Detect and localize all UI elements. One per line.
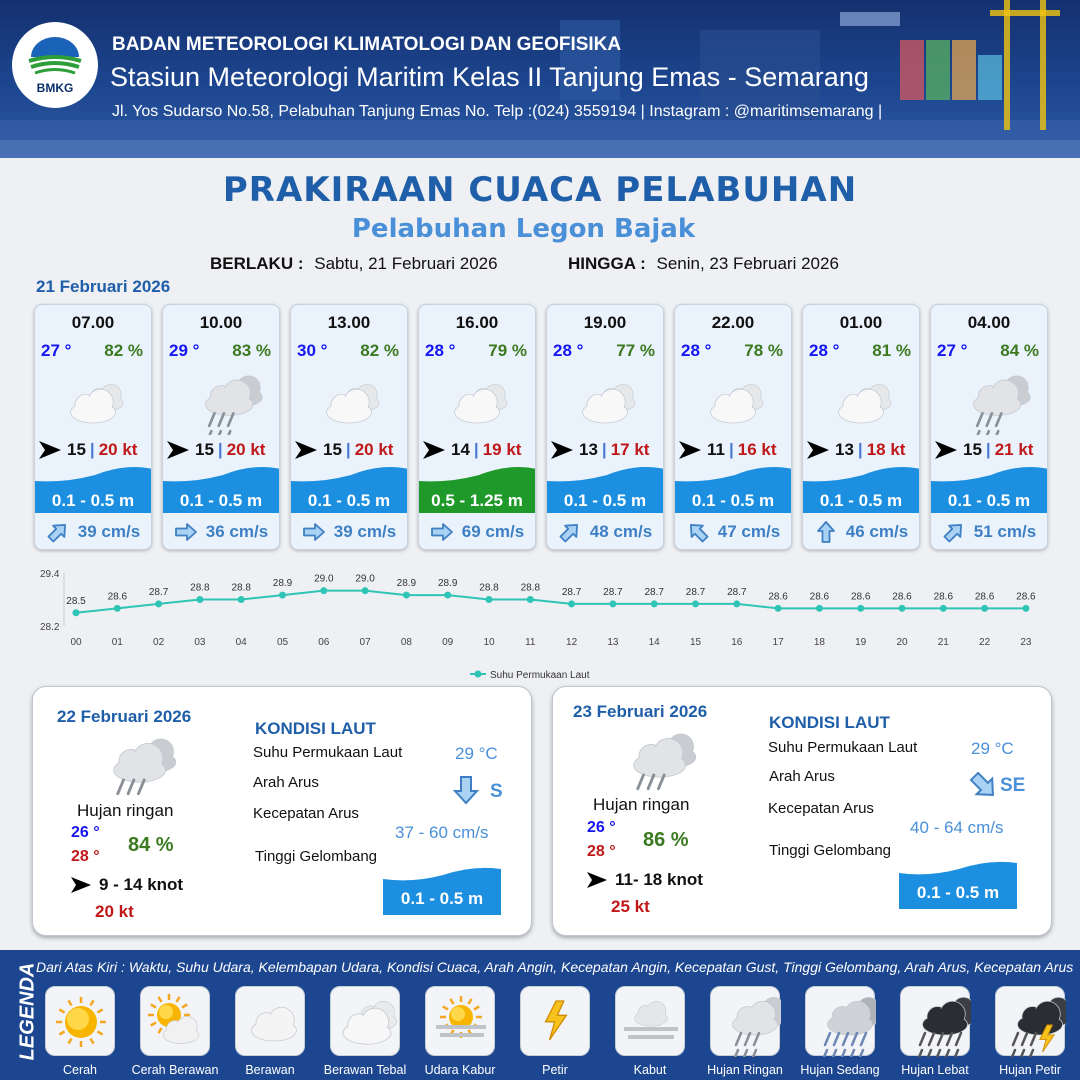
day2-dir: S: [490, 781, 503, 802]
wind-arrow-icon: [167, 441, 189, 459]
current-info: [163, 515, 279, 549]
air-temperature: 28 °: [425, 341, 456, 360]
day2-panel: [32, 686, 532, 936]
wind-info: [423, 437, 533, 463]
data-label: 28.9: [396, 578, 417, 590]
logo-text: BMKG: [36, 81, 74, 95]
wind-arrow-icon: [551, 441, 573, 459]
data-point: [857, 605, 864, 612]
legend-marker: [475, 671, 482, 678]
humidity: 77 %: [616, 341, 655, 360]
valid-to: [568, 254, 839, 274]
data-point: [444, 592, 451, 599]
day2-speed-label: Kecepatan Arus: [253, 805, 359, 822]
x-tick-label: 05: [276, 637, 289, 648]
air-temperature: 30 °: [297, 341, 328, 360]
valid-to-value: Senin, 23 Februari 2026: [656, 254, 839, 273]
wave-height: 0.1 - 0.5 m: [947, 491, 1031, 510]
legend-label: Berawan Tebal: [323, 1063, 407, 1077]
x-tick-label: 20: [896, 637, 908, 648]
berawan-icon: [236, 987, 306, 1057]
wind-info: [167, 437, 277, 463]
forecast-time: 04.00: [967, 313, 1011, 332]
y-tick-label: 28.2: [40, 622, 60, 633]
current-speed: 51 cm/s: [973, 522, 1037, 541]
x-tick-label: 16: [731, 637, 743, 648]
series-line: [76, 591, 1026, 613]
data-label: 28.7: [644, 586, 664, 598]
current-info: [803, 515, 919, 549]
x-tick-label: 23: [1020, 637, 1032, 648]
x-tick-label: 09: [442, 637, 454, 648]
day3-gust: 25 kt: [611, 897, 650, 916]
wind-separator: |: [857, 440, 863, 459]
cerah-icon: [46, 987, 116, 1057]
day2-humidity: 84 %: [128, 834, 174, 856]
day3-sst: 29 °C: [971, 739, 1014, 758]
wind-separator: |: [601, 440, 607, 459]
x-tick-label: 10: [483, 637, 495, 648]
day2-kondisi-title: KONDISI LAUT: [255, 719, 376, 738]
current-speed: 39 cm/s: [333, 522, 397, 541]
wave-height-block: [35, 463, 151, 513]
wind-separator: |: [217, 440, 223, 459]
gust-speed: 20 kt: [226, 440, 266, 459]
legend-label: Cerah: [62, 1063, 98, 1077]
data-point: [196, 596, 203, 603]
data-point: [403, 592, 410, 599]
legend-description: Dari Atas Kiri : Waktu, Suhu Udara, Kelembapan Udara, Kondisi Cuaca, Arah Angin, Kecepatan Angin, Kecepatan Gust, Tinggi Gelombang, Arah Arus, Kecepatan Arus: [36, 959, 1074, 975]
current-direction-icon: [814, 520, 838, 544]
day3-dir: SE: [1000, 775, 1026, 796]
legend-item: [330, 986, 400, 1056]
day2-speed: 37 - 60 cm/s: [395, 823, 489, 842]
air-temperature: 27 °: [41, 341, 72, 360]
station-name: Stasiun Meteorologi Maritim Kelas II Tanjung Emas - Semarang: [110, 62, 869, 92]
data-label: 28.7: [685, 586, 706, 598]
wind-info: [935, 437, 1045, 463]
data-label: 28.6: [768, 591, 788, 603]
legend-label: Cerah Berawan: [131, 1063, 219, 1077]
day3-weather: Hujan ringan: [593, 795, 690, 814]
wind-separator: |: [345, 440, 351, 459]
berawan-tebal-icon: [433, 367, 523, 435]
data-point: [568, 600, 575, 607]
forecast-time: 13.00: [327, 313, 371, 332]
header-banner: [0, 0, 1080, 158]
data-label: 28.8: [520, 582, 541, 594]
berawan-tebal-icon: [331, 987, 401, 1057]
x-tick-label: 22: [979, 637, 991, 648]
valid-from: [210, 254, 498, 274]
data-label: 28.7: [561, 586, 582, 598]
day2-weather: Hujan ringan: [77, 801, 174, 820]
forecast-card: [546, 304, 664, 550]
day2-temp-min: 26 °: [71, 824, 100, 841]
legend-label: Suhu Permukaan Laut: [490, 670, 590, 681]
gust-speed: 16 kt: [737, 440, 777, 459]
x-tick-label: 11: [525, 637, 536, 648]
wave-height-block: [803, 463, 919, 513]
current-info: [35, 515, 151, 549]
day3-humidity: 86 %: [643, 829, 689, 851]
wave-height-block: [419, 463, 535, 513]
day1-date: 21 Februari 2026: [36, 277, 171, 296]
forecast-card: [674, 304, 792, 550]
data-label: 28.6: [850, 591, 871, 603]
wave-height: 0.1 - 0.5 m: [819, 491, 903, 510]
wind-info: [679, 437, 789, 463]
wind-info: [39, 437, 149, 463]
legend-title: LEGENDA: [16, 962, 39, 1061]
wave-height-block: [163, 463, 279, 513]
air-temperature: 28 °: [681, 341, 712, 360]
day2-dir-label: Arah Arus: [253, 774, 319, 791]
forecast-card: [162, 304, 280, 550]
gust-speed: 20 kt: [354, 440, 394, 459]
day3-panel: [552, 686, 1052, 936]
current-speed: 48 cm/s: [589, 522, 653, 541]
wave-height: 0.1 - 0.5 m: [563, 491, 647, 510]
data-point: [73, 609, 80, 616]
x-tick-label: 01: [111, 637, 123, 648]
day3-sst-label: Suhu Permukaan Laut: [768, 739, 918, 756]
petir-icon: [521, 987, 591, 1057]
current-info: [675, 515, 791, 549]
data-label: 28.9: [272, 578, 293, 590]
forecast-time: 16.00: [455, 313, 499, 332]
gust-speed: 20 kt: [98, 440, 138, 459]
data-label: 28.9: [437, 578, 458, 590]
wave-height-block: [931, 463, 1047, 513]
forecast-card: [802, 304, 920, 550]
data-point: [692, 600, 699, 607]
day3-date: 23 Februari 2026: [573, 702, 708, 721]
forecast-card: [34, 304, 152, 550]
data-point: [651, 600, 658, 607]
data-point: [775, 605, 782, 612]
kabut-icon: [616, 987, 686, 1057]
bmkg-logo: [12, 22, 98, 108]
wind-info: [551, 437, 661, 463]
wind-separator: |: [728, 440, 734, 459]
legend-item: [615, 986, 685, 1056]
page-title: PRAKIRAAN CUACA PELABUHAN: [222, 170, 858, 210]
x-tick-label: 17: [772, 637, 784, 648]
legend-item: [900, 986, 970, 1056]
gust-speed: 19 kt: [482, 440, 522, 459]
legend-item: [425, 986, 495, 1056]
humidity: 84 %: [1000, 341, 1039, 360]
day3-kondisi-title: KONDISI LAUT: [769, 713, 890, 732]
wind-arrow-icon: [71, 877, 91, 893]
legend-label: Hujan Sedang: [800, 1063, 880, 1077]
humidity: 81 %: [872, 341, 911, 360]
hujan-ringan-icon: [945, 367, 1035, 435]
data-label: 28.6: [809, 591, 830, 603]
current-speed: 47 cm/s: [717, 522, 781, 541]
valid-from-value: Sabtu, 21 Februari 2026: [314, 254, 498, 273]
day2-temp-max: 28 °: [71, 848, 100, 865]
legend-label: Petir: [542, 1063, 568, 1077]
day2-sst: 29 °C: [455, 744, 498, 763]
legend-item: [140, 986, 210, 1056]
data-point: [320, 587, 327, 594]
data-point: [155, 600, 162, 607]
x-tick-label: 14: [648, 637, 660, 648]
gust-speed: 21 kt: [994, 440, 1034, 459]
data-point: [940, 605, 947, 612]
air-temperature: 29 °: [169, 341, 200, 360]
legend-label: Hujan Ringan: [707, 1063, 783, 1077]
wave-height-block: [291, 463, 407, 513]
wind-arrow-icon: [295, 441, 317, 459]
legend-item: [520, 986, 590, 1056]
current-direction-icon: [558, 520, 582, 544]
current-info: [547, 515, 663, 549]
y-tick-label: 29.4: [40, 569, 60, 580]
current-direction-icon: [430, 520, 454, 544]
wave-height: 0.5 - 1.25 m: [431, 491, 523, 510]
humidity: 82 %: [104, 341, 143, 360]
day2-sst-label: Suhu Permukaan Laut: [253, 744, 403, 761]
data-point: [609, 600, 616, 607]
forecast-time: 10.00: [199, 313, 243, 332]
x-tick-label: 06: [318, 637, 330, 648]
legend-item: [45, 986, 115, 1056]
air-temperature: 28 °: [809, 341, 840, 360]
data-label: 28.8: [479, 582, 499, 594]
legend-item: [235, 986, 305, 1056]
wind-info: [807, 437, 917, 463]
day2-wave-label: Tinggi Gelombang: [255, 848, 378, 865]
data-label: 28.8: [190, 582, 210, 594]
berawan-tebal-icon: [817, 367, 907, 435]
x-tick-label: 13: [607, 637, 619, 648]
wind-speed: 15: [67, 440, 86, 459]
port-name: Pelabuhan Legon Bajak: [351, 214, 696, 244]
legend-item: [805, 986, 875, 1056]
valid-from-label: BERLAKU :: [210, 254, 304, 273]
day3-wave: 0.1 - 0.5 m: [916, 883, 1000, 902]
humidity: 79 %: [488, 341, 527, 360]
forecast-card: [290, 304, 408, 550]
station-address: Jl. Yos Sudarso No.58, Pelabuhan Tanjung Emas No. Telp :(024) 3559194 | Instagram : @maritimsemarang |: [112, 103, 883, 120]
wave-height: 0.1 - 0.5 m: [691, 491, 775, 510]
data-point: [899, 605, 906, 612]
day3-wind: [587, 870, 703, 890]
day3-wind-speed: 11- 18 knot: [615, 870, 703, 889]
udara-kabur-icon: [426, 987, 496, 1057]
forecast-time: 19.00: [583, 313, 627, 332]
org-name: BADAN METEOROLOGI KLIMATOLOGI DAN GEOFISIKA: [112, 34, 622, 55]
current-speed: 36 cm/s: [205, 522, 269, 541]
wind-speed: 15: [963, 440, 982, 459]
data-label: 28.6: [892, 591, 912, 603]
wind-separator: |: [473, 440, 479, 459]
sea-temperature-chart: [0, 560, 1080, 685]
hujan-sedang-icon: [806, 987, 876, 1057]
wave-height-block: [675, 463, 791, 513]
legend-item: [710, 986, 780, 1056]
legend-label: Udara Kabur: [424, 1063, 496, 1077]
wind-speed: 14: [451, 440, 470, 459]
wind-separator: |: [985, 440, 991, 459]
current-direction-icon: [46, 520, 70, 544]
x-tick-label: 19: [855, 637, 867, 648]
legend-item: [995, 986, 1065, 1056]
day3-temp-max: 28 °: [587, 843, 616, 860]
wind-info: [295, 437, 405, 463]
current-arrow-southeast-icon: [967, 769, 999, 801]
day3-temp-min: 26 °: [587, 819, 616, 836]
berawan-tebal-icon: [561, 367, 651, 435]
data-point: [981, 605, 988, 612]
data-label: 28.5: [66, 595, 86, 607]
humidity: 83 %: [232, 341, 271, 360]
current-direction-icon: [302, 520, 326, 544]
day2-wave: 0.1 - 0.5 m: [400, 889, 484, 908]
forecast-time: 01.00: [839, 313, 883, 332]
day3-wave-label: Tinggi Gelombang: [769, 842, 892, 859]
x-tick-label: 00: [70, 637, 82, 648]
wind-arrow-icon: [679, 441, 701, 459]
data-label: 28.7: [148, 586, 169, 598]
x-tick-label: 03: [194, 637, 206, 648]
legend-label: Hujan Lebat: [901, 1063, 969, 1077]
x-tick-label: 12: [566, 637, 578, 648]
data-point: [733, 600, 740, 607]
data-point: [362, 587, 369, 594]
air-temperature: 28 °: [553, 341, 584, 360]
x-tick-label: 08: [400, 637, 412, 648]
wind-separator: |: [89, 440, 95, 459]
day2-gust: 20 kt: [95, 902, 134, 921]
wind-speed: 13: [835, 440, 854, 459]
berawan-tebal-icon: [305, 367, 395, 435]
wind-arrow-icon: [935, 441, 957, 459]
wave-height: 0.1 - 0.5 m: [179, 491, 263, 510]
legend-label: Berawan: [245, 1063, 295, 1077]
hujan-ringan-icon: [711, 987, 781, 1057]
wind-arrow-icon: [807, 441, 829, 459]
data-label: 28.6: [107, 591, 128, 603]
wind-arrow-icon: [39, 441, 61, 459]
wave-height: 0.1 - 0.5 m: [307, 491, 391, 510]
hujan-ringan-icon: [177, 367, 267, 435]
data-point: [114, 605, 121, 612]
data-point: [816, 605, 823, 612]
forecast-time: 22.00: [711, 313, 755, 332]
wind-speed: 15: [195, 440, 214, 459]
data-label: 29.0: [355, 573, 375, 585]
day3-speed-label: Kecepatan Arus: [768, 800, 874, 817]
data-label: 28.7: [727, 586, 747, 598]
x-tick-label: 21: [937, 637, 949, 648]
data-label: 29.0: [314, 573, 334, 585]
current-arrow-south-icon: [453, 775, 479, 805]
humidity: 82 %: [360, 341, 399, 360]
humidity: 78 %: [744, 341, 783, 360]
current-direction-icon: [942, 520, 966, 544]
air-temperature: 27 °: [937, 341, 968, 360]
berawan-tebal-icon: [49, 367, 139, 435]
wind-arrow-icon: [423, 441, 445, 459]
day2-wind: [71, 875, 183, 895]
forecast-time: 07.00: [71, 313, 115, 332]
hujan-ringan-icon: [609, 722, 701, 792]
legend-bar: [0, 950, 1080, 1080]
current-speed: 39 cm/s: [77, 522, 141, 541]
legend-label: Hujan Petir: [999, 1063, 1061, 1077]
wind-speed: 11: [707, 440, 725, 459]
wind-speed: 15: [323, 440, 342, 459]
current-info: [419, 515, 535, 549]
current-direction-icon: [174, 520, 198, 544]
wave-height-block: [547, 463, 663, 513]
gust-speed: 17 kt: [610, 440, 650, 459]
data-point: [238, 596, 245, 603]
day3-dir-label: Arah Arus: [769, 768, 835, 785]
data-point: [527, 596, 534, 603]
data-label: 28.7: [603, 586, 623, 598]
data-label: 28.6: [1016, 591, 1036, 603]
x-tick-label: 15: [689, 637, 702, 648]
current-speed: 46 cm/s: [845, 522, 909, 541]
x-tick-label: 04: [235, 637, 247, 648]
x-tick-label: 07: [359, 637, 371, 648]
day2-date: 22 Februari 2026: [57, 707, 192, 726]
wind-arrow-icon: [587, 872, 607, 888]
gust-speed: 18 kt: [866, 440, 906, 459]
current-info: [931, 515, 1047, 549]
x-tick-label: 18: [813, 637, 825, 648]
hujan-ringan-icon: [89, 727, 181, 797]
forecast-card: [930, 304, 1048, 550]
legend-label: Kabut: [633, 1063, 667, 1077]
current-info: [291, 515, 407, 549]
forecast-card: [418, 304, 536, 550]
wave-height: 0.1 - 0.5 m: [51, 491, 135, 510]
data-label: 28.6: [974, 591, 995, 603]
cerah-berawan-icon: [141, 987, 211, 1057]
day3-speed: 40 - 64 cm/s: [910, 818, 1004, 837]
valid-to-label: HINGGA :: [568, 254, 646, 273]
data-point: [486, 596, 493, 603]
day2-wind-speed: 9 - 14 knot: [99, 875, 184, 894]
hujan-lebat-icon: [901, 987, 971, 1057]
data-label: 28.6: [933, 591, 954, 603]
x-tick-label: 02: [153, 637, 165, 648]
current-speed: 69 cm/s: [461, 522, 525, 541]
current-direction-icon: [686, 520, 710, 544]
data-label: 28.8: [231, 582, 251, 594]
berawan-tebal-icon: [689, 367, 779, 435]
hujan-petir-icon: [996, 987, 1066, 1057]
day3-wave-block: [899, 859, 1017, 909]
day2-wave-block: [383, 865, 501, 915]
data-point: [1022, 605, 1029, 612]
wind-speed: 13: [579, 440, 598, 459]
data-point: [279, 592, 286, 599]
